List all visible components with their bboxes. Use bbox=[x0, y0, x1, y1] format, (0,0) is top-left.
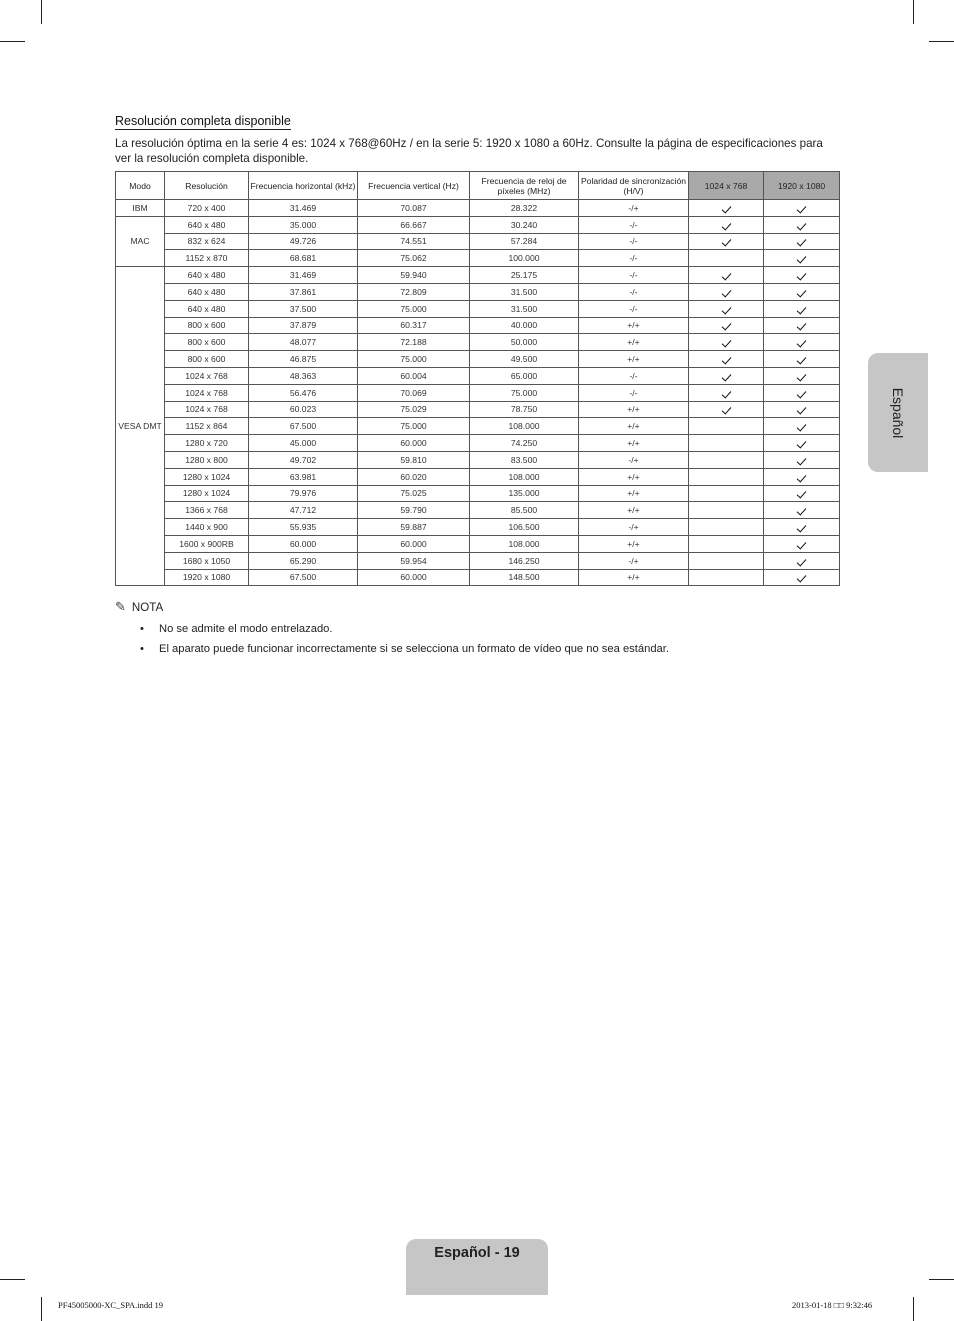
vertical-frequency-cell: 72.809 bbox=[358, 283, 470, 300]
resolution-cell: 1152 x 870 bbox=[165, 250, 249, 267]
table-row bbox=[116, 435, 840, 452]
polarity-cell: -/- bbox=[579, 216, 689, 233]
pixel-clock-cell: 135.000 bbox=[470, 485, 579, 502]
horizontal-frequency-cell: 67.500 bbox=[249, 418, 358, 435]
polarity-cell: +/+ bbox=[579, 401, 689, 418]
table-row bbox=[116, 216, 840, 233]
pixel-clock-cell: 100.000 bbox=[470, 250, 579, 267]
horizontal-frequency-cell: 79.976 bbox=[249, 485, 358, 502]
pencil-icon: ✎ bbox=[115, 599, 126, 614]
checkmark-icon bbox=[797, 371, 807, 381]
table-row bbox=[116, 367, 840, 384]
vertical-frequency-cell: 72.188 bbox=[358, 334, 470, 351]
polarity-cell: -/- bbox=[579, 384, 689, 401]
serie-5-support-cell bbox=[764, 468, 840, 485]
table-row bbox=[116, 300, 840, 317]
serie-5-support-cell bbox=[764, 216, 840, 233]
serie-4-support-cell bbox=[689, 216, 764, 233]
serie-5-support-cell bbox=[764, 351, 840, 368]
vertical-frequency-cell: 75.000 bbox=[358, 300, 470, 317]
table-row bbox=[116, 552, 840, 569]
polarity-cell: +/+ bbox=[579, 317, 689, 334]
checkmark-icon bbox=[797, 455, 807, 465]
vertical-frequency-cell: 59.810 bbox=[358, 451, 470, 468]
section-title: Resolución completa disponible bbox=[115, 114, 291, 128]
crop-mark bbox=[0, 41, 25, 42]
table-row bbox=[116, 317, 840, 334]
resolution-cell: 800 x 600 bbox=[165, 317, 249, 334]
polarity-cell: +/+ bbox=[579, 418, 689, 435]
serie-5-support-cell bbox=[764, 267, 840, 284]
header-modo: Modo bbox=[116, 172, 165, 200]
serie-5-support-cell bbox=[764, 418, 840, 435]
resolution-cell: 1280 x 800 bbox=[165, 451, 249, 468]
vertical-frequency-cell: 60.317 bbox=[358, 317, 470, 334]
polarity-cell: +/+ bbox=[579, 485, 689, 502]
serie-4-support-cell bbox=[689, 384, 764, 401]
horizontal-frequency-cell: 48.363 bbox=[249, 367, 358, 384]
horizontal-frequency-cell: 31.469 bbox=[249, 267, 358, 284]
serie-4-support-cell bbox=[689, 283, 764, 300]
polarity-cell: +/+ bbox=[579, 435, 689, 452]
pixel-clock-cell: 78.750 bbox=[470, 401, 579, 418]
serie-5-support-cell bbox=[764, 485, 840, 502]
polarity-cell: +/+ bbox=[579, 351, 689, 368]
serie-4-support-cell bbox=[689, 535, 764, 552]
vertical-frequency-cell: 59.790 bbox=[358, 502, 470, 519]
table-row bbox=[116, 401, 840, 418]
horizontal-frequency-cell: 49.726 bbox=[249, 233, 358, 250]
checkmark-icon bbox=[797, 405, 807, 415]
pixel-clock-cell: 106.500 bbox=[470, 519, 579, 536]
table-row bbox=[116, 569, 840, 586]
bullet-icon: • bbox=[140, 643, 144, 655]
serie-4-support-cell bbox=[689, 552, 764, 569]
crop-mark bbox=[913, 1297, 914, 1321]
vertical-frequency-cell: 70.069 bbox=[358, 384, 470, 401]
pixel-clock-cell: 25.175 bbox=[470, 267, 579, 284]
serie-5-support-cell bbox=[764, 502, 840, 519]
polarity-cell: -/+ bbox=[579, 451, 689, 468]
checkmark-icon bbox=[797, 321, 807, 331]
serie-5-support-cell bbox=[764, 300, 840, 317]
horizontal-frequency-cell: 60.023 bbox=[249, 401, 358, 418]
checkmark-icon bbox=[797, 489, 807, 499]
serie-5-support-cell bbox=[764, 250, 840, 267]
resolution-cell: 800 x 600 bbox=[165, 351, 249, 368]
vertical-frequency-cell: 75.000 bbox=[358, 351, 470, 368]
checkmark-icon bbox=[721, 237, 731, 247]
table-row bbox=[116, 519, 840, 536]
crop-mark bbox=[41, 0, 42, 24]
pixel-clock-cell: 40.000 bbox=[470, 317, 579, 334]
serie-4-support-cell bbox=[689, 451, 764, 468]
vertical-frequency-cell: 75.062 bbox=[358, 250, 470, 267]
header-resolucion: Resolución bbox=[165, 172, 249, 200]
pixel-clock-cell: 31.500 bbox=[470, 283, 579, 300]
pixel-clock-cell: 108.000 bbox=[470, 535, 579, 552]
list-item bbox=[140, 639, 669, 659]
horizontal-frequency-cell: 56.476 bbox=[249, 384, 358, 401]
pixel-clock-cell: 49.500 bbox=[470, 351, 579, 368]
list-item bbox=[140, 619, 669, 639]
polarity-cell: -/- bbox=[579, 283, 689, 300]
pixel-clock-cell: 31.500 bbox=[470, 300, 579, 317]
checkmark-icon bbox=[797, 556, 807, 566]
horizontal-frequency-cell: 60.000 bbox=[249, 535, 358, 552]
serie-4-support-cell bbox=[689, 519, 764, 536]
checkmark-icon bbox=[797, 506, 807, 516]
resolution-cell: 1280 x 720 bbox=[165, 435, 249, 452]
checkmark-icon bbox=[721, 220, 731, 230]
serie-4-support-cell bbox=[689, 435, 764, 452]
serie-4-support-cell bbox=[689, 334, 764, 351]
pixel-clock-cell: 85.500 bbox=[470, 502, 579, 519]
polarity-cell: -/- bbox=[579, 250, 689, 267]
polarity-cell: -/+ bbox=[579, 552, 689, 569]
header-frecuencia-vertical: Frecuencia vertical (Hz) bbox=[358, 172, 470, 200]
horizontal-frequency-cell: 68.681 bbox=[249, 250, 358, 267]
horizontal-frequency-cell: 45.000 bbox=[249, 435, 358, 452]
page-number-tab bbox=[406, 1239, 548, 1295]
pixel-clock-cell: 148.500 bbox=[470, 569, 579, 586]
checkmark-icon bbox=[797, 539, 807, 549]
serie-5-support-cell bbox=[764, 334, 840, 351]
resolution-cell: 1152 x 864 bbox=[165, 418, 249, 435]
resolution-cell: 1440 x 900 bbox=[165, 519, 249, 536]
language-side-tab bbox=[868, 353, 928, 472]
serie-5-support-cell bbox=[764, 552, 840, 569]
serie-5-support-cell bbox=[764, 233, 840, 250]
table-row bbox=[116, 451, 840, 468]
pixel-clock-cell: 57.284 bbox=[470, 233, 579, 250]
header-serie-5: 1920 x 1080 bbox=[764, 172, 840, 200]
checkmark-icon bbox=[797, 439, 807, 449]
polarity-cell: +/+ bbox=[579, 569, 689, 586]
serie-4-support-cell bbox=[689, 300, 764, 317]
checkmark-icon bbox=[797, 271, 807, 281]
checkmark-icon bbox=[721, 338, 731, 348]
horizontal-frequency-cell: 37.500 bbox=[249, 300, 358, 317]
pixel-clock-cell: 75.000 bbox=[470, 384, 579, 401]
vertical-frequency-cell: 60.000 bbox=[358, 535, 470, 552]
vertical-frequency-cell: 75.029 bbox=[358, 401, 470, 418]
polarity-cell: -/- bbox=[579, 300, 689, 317]
horizontal-frequency-cell: 35.000 bbox=[249, 216, 358, 233]
serie-4-support-cell bbox=[689, 200, 764, 217]
horizontal-frequency-cell: 37.861 bbox=[249, 283, 358, 300]
horizontal-frequency-cell: 47.712 bbox=[249, 502, 358, 519]
checkmark-icon bbox=[721, 203, 731, 213]
pixel-clock-cell: 50.000 bbox=[470, 334, 579, 351]
mode-cell: VESA DMT bbox=[116, 267, 165, 586]
vertical-frequency-cell: 60.000 bbox=[358, 569, 470, 586]
horizontal-frequency-cell: 55.935 bbox=[249, 519, 358, 536]
serie-5-support-cell bbox=[764, 535, 840, 552]
serie-4-support-cell bbox=[689, 250, 764, 267]
serie-5-support-cell bbox=[764, 283, 840, 300]
serie-5-support-cell bbox=[764, 519, 840, 536]
resolution-cell: 640 x 480 bbox=[165, 216, 249, 233]
resolution-cell: 1024 x 768 bbox=[165, 384, 249, 401]
bullet-icon: • bbox=[140, 623, 144, 635]
footer-timestamp: 2013-01-18 □□ 9:32:46 bbox=[792, 1300, 873, 1310]
checkmark-icon bbox=[797, 203, 807, 213]
serie-4-support-cell bbox=[689, 502, 764, 519]
resolution-cell: 720 x 400 bbox=[165, 200, 249, 217]
table-row bbox=[116, 267, 840, 284]
intro-paragraph: La resolución óptima en la serie 4 es: 1024 x 768@60Hz / en la serie 5: 1920 x 1080 a 60Hz. Consulte la página de especificaciones para ver la resolución completa disponible. bbox=[115, 137, 823, 165]
note-heading bbox=[115, 599, 163, 615]
serie-4-support-cell bbox=[689, 351, 764, 368]
serie-4-support-cell bbox=[689, 569, 764, 586]
table-row bbox=[116, 200, 840, 217]
resolution-cell: 1680 x 1050 bbox=[165, 552, 249, 569]
serie-5-support-cell bbox=[764, 200, 840, 217]
polarity-cell: +/+ bbox=[579, 502, 689, 519]
mode-cell: MAC bbox=[116, 216, 165, 266]
pixel-clock-cell: 146.250 bbox=[470, 552, 579, 569]
header-polaridad: Polaridad de sincronización (H/V) bbox=[579, 172, 689, 200]
checkmark-icon bbox=[721, 321, 731, 331]
pixel-clock-cell: 65.000 bbox=[470, 367, 579, 384]
horizontal-frequency-cell: 63.981 bbox=[249, 468, 358, 485]
vertical-frequency-cell: 60.020 bbox=[358, 468, 470, 485]
vertical-frequency-cell: 75.025 bbox=[358, 485, 470, 502]
checkmark-icon bbox=[721, 371, 731, 381]
resolution-cell: 640 x 480 bbox=[165, 300, 249, 317]
header-frecuencia-horizontal: Frecuencia horizontal (kHz) bbox=[249, 172, 358, 200]
table-row bbox=[116, 418, 840, 435]
serie-4-support-cell bbox=[689, 468, 764, 485]
polarity-cell: -/+ bbox=[579, 519, 689, 536]
footer-file-name: PF45005000-XC_SPA.indd 19 bbox=[58, 1300, 164, 1310]
pixel-clock-cell: 28.322 bbox=[470, 200, 579, 217]
serie-4-support-cell bbox=[689, 367, 764, 384]
crop-mark bbox=[929, 1279, 954, 1280]
checkmark-icon bbox=[797, 220, 807, 230]
serie-4-support-cell bbox=[689, 267, 764, 284]
crop-mark bbox=[913, 0, 914, 24]
vertical-frequency-cell: 75.000 bbox=[358, 418, 470, 435]
side-tab-label: Español bbox=[890, 387, 906, 438]
table-row bbox=[116, 535, 840, 552]
checkmark-icon bbox=[721, 405, 731, 415]
table-body bbox=[116, 200, 840, 586]
polarity-cell: +/+ bbox=[579, 334, 689, 351]
polarity-cell: -/- bbox=[579, 267, 689, 284]
checkmark-icon bbox=[797, 287, 807, 297]
table-row bbox=[116, 250, 840, 267]
table-row bbox=[116, 468, 840, 485]
pixel-clock-cell: 108.000 bbox=[470, 418, 579, 435]
horizontal-frequency-cell: 67.500 bbox=[249, 569, 358, 586]
serie-4-support-cell bbox=[689, 418, 764, 435]
table-row bbox=[116, 384, 840, 401]
note-label: NOTA bbox=[131, 601, 164, 614]
checkmark-icon bbox=[797, 422, 807, 432]
pixel-clock-cell: 83.500 bbox=[470, 451, 579, 468]
resolution-cell: 1366 x 768 bbox=[165, 502, 249, 519]
polarity-cell: -/- bbox=[579, 233, 689, 250]
checkmark-icon bbox=[797, 355, 807, 365]
mode-cell: IBM bbox=[116, 200, 165, 217]
note-text: No se admite el modo entrelazado. bbox=[159, 623, 333, 635]
checkmark-icon bbox=[721, 287, 731, 297]
checkmark-icon bbox=[797, 304, 807, 314]
vertical-frequency-cell: 59.887 bbox=[358, 519, 470, 536]
pixel-clock-cell: 74.250 bbox=[470, 435, 579, 452]
checkmark-icon bbox=[797, 237, 807, 247]
serie-4-support-cell bbox=[689, 317, 764, 334]
note-text: El aparato puede funcionar incorrectamente si se selecciona un formato de vídeo que no sea estándar. bbox=[159, 643, 669, 655]
serie-4-support-cell bbox=[689, 401, 764, 418]
serie-5-support-cell bbox=[764, 367, 840, 384]
serie-5-support-cell bbox=[764, 384, 840, 401]
table-row bbox=[116, 233, 840, 250]
resolution-table bbox=[115, 171, 840, 586]
checkmark-icon bbox=[797, 388, 807, 398]
crop-mark bbox=[929, 41, 954, 42]
polarity-cell: +/+ bbox=[579, 535, 689, 552]
checkmark-icon bbox=[721, 355, 731, 365]
table-header-row bbox=[116, 172, 840, 200]
resolution-cell: 1600 x 900RB bbox=[165, 535, 249, 552]
resolution-cell: 1920 x 1080 bbox=[165, 569, 249, 586]
resolution-cell: 640 x 480 bbox=[165, 267, 249, 284]
polarity-cell: -/+ bbox=[579, 200, 689, 217]
page-number-label: Español - 19 bbox=[434, 1245, 520, 1261]
checkmark-icon bbox=[721, 304, 731, 314]
header-serie-4: 1024 x 768 bbox=[689, 172, 764, 200]
serie-5-support-cell bbox=[764, 569, 840, 586]
checkmark-icon bbox=[797, 523, 807, 533]
serie-4-support-cell bbox=[689, 233, 764, 250]
serie-5-support-cell bbox=[764, 317, 840, 334]
vertical-frequency-cell: 59.954 bbox=[358, 552, 470, 569]
polarity-cell: +/+ bbox=[579, 468, 689, 485]
checkmark-icon bbox=[797, 472, 807, 482]
vertical-frequency-cell: 59.940 bbox=[358, 267, 470, 284]
pixel-clock-cell: 30.240 bbox=[470, 216, 579, 233]
serie-5-support-cell bbox=[764, 401, 840, 418]
resolution-cell: 1280 x 1024 bbox=[165, 468, 249, 485]
table-row bbox=[116, 485, 840, 502]
crop-mark bbox=[0, 1279, 25, 1280]
pixel-clock-cell: 108.000 bbox=[470, 468, 579, 485]
horizontal-frequency-cell: 37.879 bbox=[249, 317, 358, 334]
table-row bbox=[116, 283, 840, 300]
table-row bbox=[116, 334, 840, 351]
table-row bbox=[116, 502, 840, 519]
note-list bbox=[140, 619, 669, 659]
serie-5-support-cell bbox=[764, 451, 840, 468]
resolution-cell: 832 x 624 bbox=[165, 233, 249, 250]
polarity-cell: -/- bbox=[579, 367, 689, 384]
resolution-cell: 1280 x 1024 bbox=[165, 485, 249, 502]
vertical-frequency-cell: 70.087 bbox=[358, 200, 470, 217]
vertical-frequency-cell: 60.004 bbox=[358, 367, 470, 384]
resolution-cell: 1024 x 768 bbox=[165, 401, 249, 418]
horizontal-frequency-cell: 65.290 bbox=[249, 552, 358, 569]
vertical-frequency-cell: 66.667 bbox=[358, 216, 470, 233]
resolution-cell: 800 x 600 bbox=[165, 334, 249, 351]
vertical-frequency-cell: 60.000 bbox=[358, 435, 470, 452]
serie-5-support-cell bbox=[764, 435, 840, 452]
resolution-cell: 640 x 480 bbox=[165, 283, 249, 300]
table-row bbox=[116, 351, 840, 368]
resolution-cell: 1024 x 768 bbox=[165, 367, 249, 384]
checkmark-icon bbox=[721, 271, 731, 281]
horizontal-frequency-cell: 31.469 bbox=[249, 200, 358, 217]
crop-mark bbox=[41, 1297, 42, 1321]
checkmark-icon bbox=[797, 338, 807, 348]
horizontal-frequency-cell: 46.875 bbox=[249, 351, 358, 368]
header-frecuencia-reloj: Frecuencia de reloj de píxeles (MHz) bbox=[470, 172, 579, 200]
horizontal-frequency-cell: 48.077 bbox=[249, 334, 358, 351]
serie-4-support-cell bbox=[689, 485, 764, 502]
horizontal-frequency-cell: 49.702 bbox=[249, 451, 358, 468]
checkmark-icon bbox=[797, 254, 807, 264]
vertical-frequency-cell: 74.551 bbox=[358, 233, 470, 250]
checkmark-icon bbox=[721, 388, 731, 398]
checkmark-icon bbox=[797, 573, 807, 583]
